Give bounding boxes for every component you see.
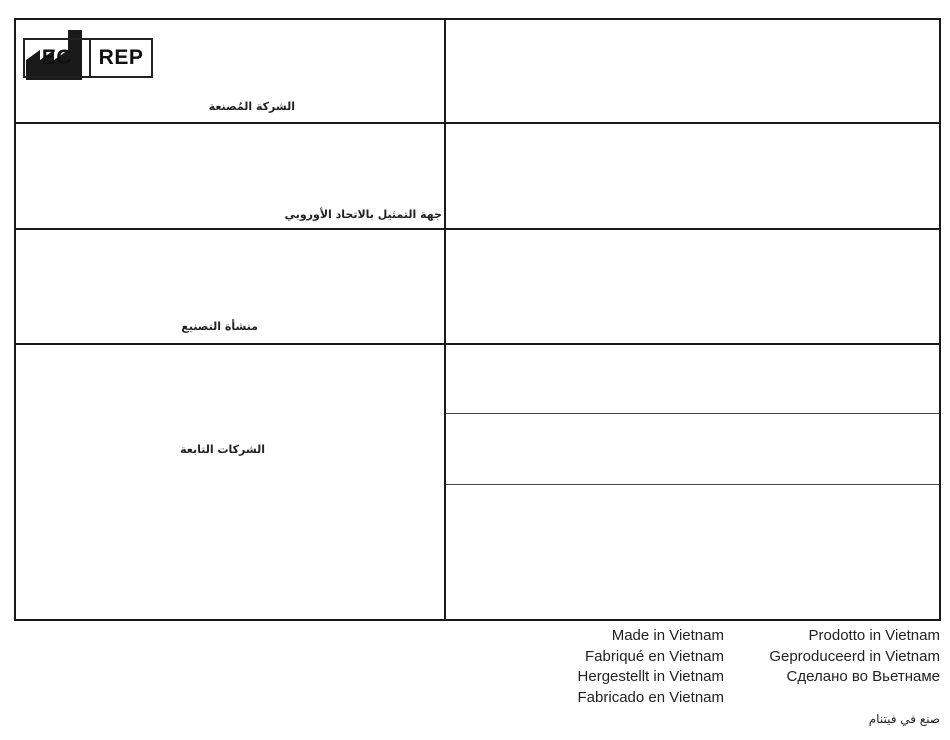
made-in-column-2 <box>769 626 940 688</box>
sub-row-divider <box>446 413 939 414</box>
made-in-column-1 <box>578 626 724 708</box>
row-divider <box>16 343 939 345</box>
made-in-arabic: صنع في فيتنام <box>868 712 940 726</box>
rep-text: REP <box>98 46 144 69</box>
made-in-line: Made in Vietnam <box>611 627 724 644</box>
made-in-line: Geproduceerd in Vietnam <box>769 647 940 665</box>
manufacturer-label: الشركة المُصنعة <box>208 100 295 113</box>
sub-row-divider <box>446 484 939 485</box>
made-in-line: Сделано во Вьетнаме <box>786 668 940 685</box>
made-in-line: Fabricado en Vietnam <box>577 688 724 706</box>
row-divider <box>16 228 939 230</box>
origin-label: منشأة التصنيع <box>181 320 258 333</box>
made-in-line: Fabriqué en Vietnam <box>585 647 724 665</box>
ec-rep-badge <box>23 38 153 78</box>
ec-text: EC <box>25 40 91 76</box>
column-divider <box>444 20 446 619</box>
label-table <box>14 18 941 621</box>
made-in-line: Hergestellt in Vietnam <box>577 668 724 685</box>
made-in-line: Prodotto in Vietnam <box>808 627 940 644</box>
ec-rep-label: جهة التمثيل بالاتحاد الأوروبي <box>284 208 442 221</box>
subsidiaries-label: الشركات التابعة <box>180 443 265 456</box>
row-divider <box>16 122 939 124</box>
